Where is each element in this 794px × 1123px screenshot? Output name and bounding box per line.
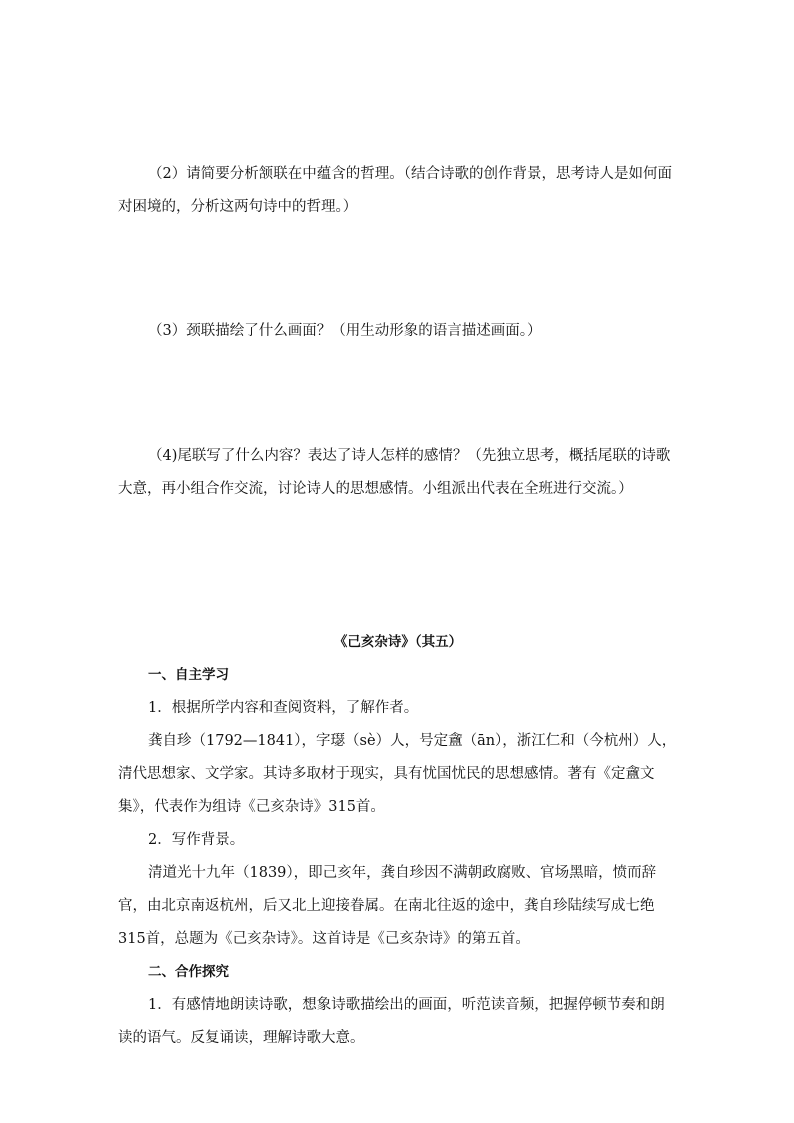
item-2: 2．写作背景。 — [148, 832, 245, 848]
question-2: （2）请简要分析颔联在中蕴含的哲理。（结合诗歌的创作背景，思考诗人是如何面对困境的，分析这两句诗中的哲理。） — [118, 166, 672, 215]
background-text: 清道光十九年（1839），即己亥年，龚自珍因不满朝政腐败、官场黑暗，愤而辞官，由北京南返杭州，后又北上迎接眷属。在南北往返的途中，龚自珍陆续写成七绝315首，总题为《己亥杂诗》。这首诗是《己亥杂诗》的第五首。 — [118, 865, 657, 947]
part1-heading: 一、自主学习 — [148, 667, 229, 683]
section-title: 《己亥杂诗》（其五） — [333, 634, 463, 650]
item-3: 1．有感情地朗读诗歌，想象诗歌描绘出的画面，听范读音频，把握停顿节奏和朗读的语气。反复诵读，理解诗歌大意。 — [118, 997, 665, 1046]
author-intro: 龚自珍（1792—1841），字璱（sè）人，号定盦（ān），浙江仁和（今杭州）人，清代思想家、文学家。其诗多取材于现实，具有忧国忧民的思想感情。著有《定盦文集》，代表作为组诗《己亥杂诗》315首。 — [118, 733, 677, 815]
question-4: （4)尾联写了什么内容？表达了诗人怎样的感情？（先独立思考，概括尾联的诗歌大意，再小组合作交流，讨论诗人的思想感情。小组派出代表在全班进行交流。） — [118, 448, 671, 497]
part2-heading: 二、合作探究 — [148, 964, 229, 980]
question-3: （3）颈联描绘了什么画面？（用生动形象的语言描述画面。） — [148, 323, 542, 339]
item-1: 1．根据所学内容和查阅资料，了解作者。 — [148, 700, 419, 716]
section-content — [118, 659, 678, 1055]
